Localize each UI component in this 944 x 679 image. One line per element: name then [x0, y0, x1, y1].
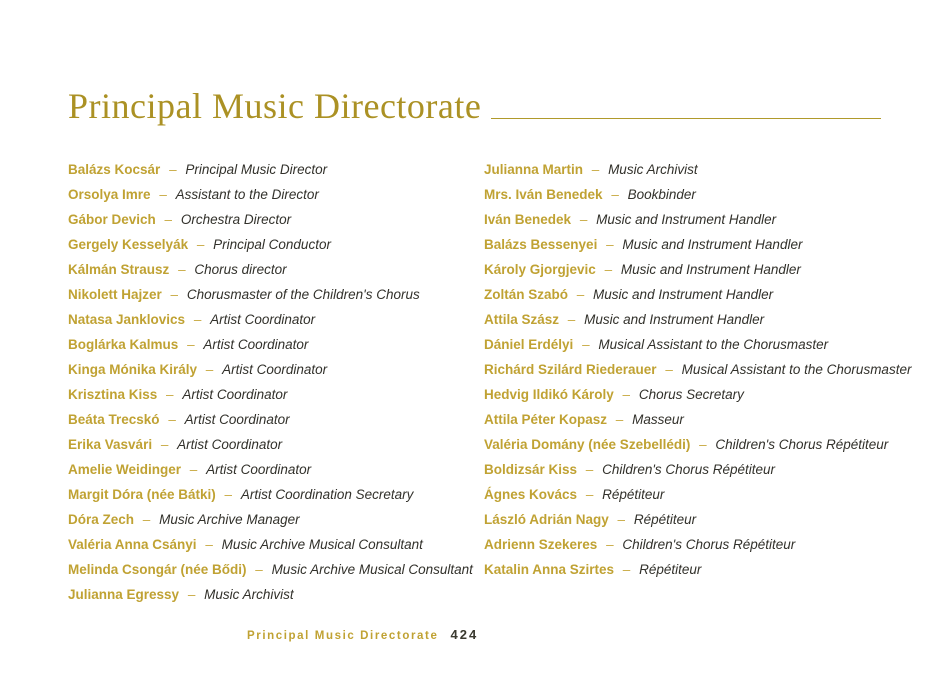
person-name: Boglárka Kalmus [68, 337, 179, 352]
person-role: Artist Coordinator [210, 312, 316, 327]
staff-entry [484, 482, 911, 507]
person-role: Principal Music Director [185, 162, 328, 177]
separator-dash: – [170, 287, 179, 302]
person-role: Artist Coordinator [222, 362, 328, 377]
person-name: Kálmán Strausz [68, 262, 170, 277]
person-name: Balázs Bessenyei [484, 237, 598, 252]
staff-entry [68, 407, 484, 432]
separator-dash: – [224, 487, 233, 502]
staff-entry [68, 282, 484, 307]
person-role: Masseur [632, 412, 684, 427]
separator-dash: – [205, 362, 214, 377]
staff-entry [68, 557, 484, 582]
person-role: Music and Instrument Handler [596, 212, 777, 227]
person-name: Julianna Martin [484, 162, 584, 177]
page-header [68, 88, 881, 126]
person-role: Artist Coordination Secretary [240, 487, 414, 502]
person-role: Principal Conductor [213, 237, 331, 252]
staff-entry [68, 482, 484, 507]
person-role: Music Archive Musical Consultant [271, 562, 473, 577]
separator-dash: – [160, 437, 169, 452]
person-role: Musical Assistant to the Chorusmaster [598, 337, 829, 352]
person-name: Julianna Egressy [68, 587, 180, 602]
person-name: Erika Vasvári [68, 437, 153, 452]
staff-entry [68, 432, 484, 457]
person-name: Attila Szász [484, 312, 560, 327]
person-role: Artist Coordinator [177, 437, 283, 452]
staff-entry [68, 457, 484, 482]
separator-dash: – [622, 562, 631, 577]
staff-entry [484, 157, 911, 182]
person-name: Natasa Janklovics [68, 312, 186, 327]
separator-dash: – [606, 237, 614, 252]
person-name: Nikolett Hajzer [68, 287, 162, 302]
person-name: Attila Péter Kopasz [484, 412, 608, 427]
staff-directory [68, 157, 912, 607]
staff-entry [484, 232, 911, 257]
separator-dash: – [611, 187, 619, 202]
staff-entry [484, 407, 911, 432]
person-name: Melinda Csongár (née Bődi) [68, 562, 247, 577]
person-name: Hedvig Ildikó Károly [484, 387, 614, 402]
separator-dash: – [205, 537, 213, 552]
staff-entry [68, 207, 484, 232]
staff-entry [68, 532, 484, 557]
separator-dash: – [193, 312, 202, 327]
separator-dash: – [606, 537, 614, 552]
staff-column-left [68, 157, 484, 607]
person-role: Répétiteur [639, 562, 702, 577]
separator-dash: – [196, 237, 205, 252]
person-name: Adrienn Szekeres [484, 537, 598, 552]
person-role: Musical Assistant to the Chorusmaster [681, 362, 912, 377]
separator-dash: – [579, 212, 588, 227]
person-role: Music and Instrument Handler [622, 237, 803, 252]
staff-entry [68, 582, 484, 607]
staff-entry [68, 357, 484, 382]
person-role: Répétiteur [633, 512, 697, 527]
person-name: Zoltán Szabó [484, 287, 568, 302]
staff-entry [68, 257, 484, 282]
person-role: Children's Chorus Répétiteur [622, 537, 796, 552]
person-name: Richárd Szilárd Riederauer [484, 362, 657, 377]
staff-entry [484, 282, 911, 307]
staff-entry [484, 557, 911, 582]
person-role: Chorus director [194, 262, 287, 277]
staff-entry [484, 332, 911, 357]
staff-entry [484, 532, 911, 557]
separator-dash: – [567, 312, 576, 327]
person-name: Ágnes Kovács [484, 487, 578, 502]
page-title: Principal Music Directorate [68, 86, 482, 126]
separator-dash: – [615, 412, 624, 427]
person-name: Károly Gjorgjevic [484, 262, 596, 277]
person-role: Children's Chorus Répétiteur [602, 462, 775, 477]
separator-dash: – [255, 562, 263, 577]
person-name: Orsolya Imre [68, 187, 151, 202]
person-name: Mrs. Iván Benedek [484, 187, 603, 202]
person-role: Music and Instrument Handler [593, 287, 774, 302]
staff-entry [484, 357, 911, 382]
person-name: László Adrián Nagy [484, 512, 609, 527]
separator-dash: – [617, 512, 626, 527]
person-name: Kinga Mónika Király [68, 362, 198, 377]
person-name: Valéria Anna Csányi [68, 537, 197, 552]
staff-entry [484, 432, 911, 457]
person-role: Music and Instrument Handler [584, 312, 765, 327]
person-name: Beáta Trecskó [68, 412, 160, 427]
person-name: Valéria Domány (née Szebellédi) [484, 437, 691, 452]
person-name: Iván Benedek [484, 212, 572, 227]
person-role: Music Archive Musical Consultant [221, 537, 423, 552]
staff-entry [484, 382, 911, 407]
person-role: Répétiteur [602, 487, 665, 502]
footer-section-label: Principal Music Directorate [247, 630, 439, 642]
staff-entry [484, 182, 911, 207]
separator-dash: – [591, 162, 600, 177]
separator-dash: – [582, 337, 590, 352]
separator-dash: – [665, 362, 673, 377]
person-name: Margit Dóra (née Bátki) [68, 487, 216, 502]
separator-dash: – [622, 387, 631, 402]
person-role: Assistant to the Director [175, 187, 319, 202]
separator-dash: – [585, 462, 594, 477]
person-name: Katalin Anna Szirtes [484, 562, 615, 577]
separator-dash: – [585, 487, 594, 502]
staff-entry [68, 157, 484, 182]
staff-entry [68, 332, 484, 357]
title-rule-line [491, 118, 881, 119]
person-name: Balázs Kocsár [68, 162, 161, 177]
person-role: Children's Chorus Répétiteur [715, 437, 889, 452]
person-name: Gábor Devich [68, 212, 156, 227]
separator-dash: – [168, 412, 176, 427]
staff-entry [484, 257, 911, 282]
staff-entry [484, 457, 911, 482]
page-number: 424 [450, 627, 479, 642]
staff-column-right [484, 157, 911, 607]
staff-entry [484, 207, 911, 232]
staff-entry [484, 507, 911, 532]
person-name: Dániel Erdélyi [484, 337, 574, 352]
person-role: Artist Coordinator [184, 412, 290, 427]
separator-dash: – [178, 262, 186, 277]
person-role: Music Archivist [608, 162, 698, 177]
person-name: Amelie Weidinger [68, 462, 182, 477]
separator-dash: – [576, 287, 585, 302]
staff-entry [68, 507, 484, 532]
separator-dash: – [166, 387, 174, 402]
staff-entry [68, 182, 484, 207]
person-name: Boldizsár Kiss [484, 462, 578, 477]
staff-entry [68, 232, 484, 257]
person-role: Artist Coordinator [182, 387, 288, 402]
page-footer [247, 627, 478, 642]
person-name: Gergely Kesselyák [68, 237, 189, 252]
person-role: Chorus Secretary [638, 387, 744, 402]
staff-entry [68, 307, 484, 332]
person-role: Orchestra Director [180, 212, 292, 227]
separator-dash: – [159, 187, 167, 202]
separator-dash: – [189, 462, 198, 477]
separator-dash: – [187, 587, 196, 602]
staff-entry [68, 382, 484, 407]
person-role: Music and Instrument Handler [620, 262, 801, 277]
separator-dash: – [164, 212, 173, 227]
separator-dash: – [699, 437, 707, 452]
person-role: Artist Coordinator [203, 337, 309, 352]
person-role: Music Archive Manager [159, 512, 300, 527]
separator-dash: – [169, 162, 177, 177]
staff-entry [484, 307, 911, 332]
person-role: Bookbinder [627, 187, 696, 202]
person-role: Artist Coordinator [206, 462, 312, 477]
separator-dash: – [604, 262, 613, 277]
person-name: Krisztina Kiss [68, 387, 158, 402]
person-role: Music Archivist [204, 587, 294, 602]
separator-dash: – [187, 337, 195, 352]
person-name: Dóra Zech [68, 512, 135, 527]
person-role: Chorusmaster of the Children's Chorus [186, 287, 420, 302]
separator-dash: – [142, 512, 151, 527]
